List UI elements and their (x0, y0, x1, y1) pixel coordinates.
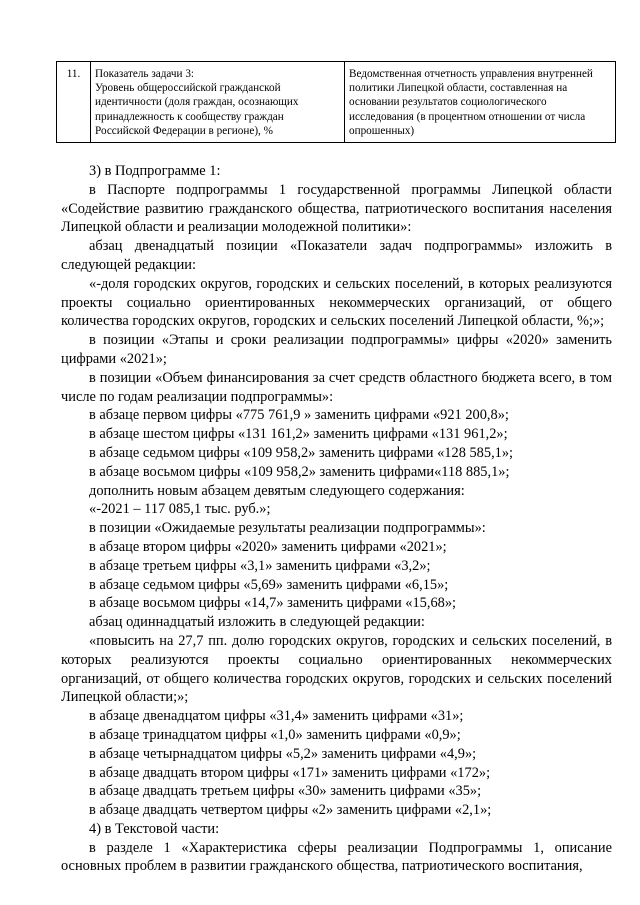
paragraph: 3) в Подпрограмме 1: (89, 163, 221, 179)
indicator-name: Показатель задачи 3: Уровень общероссийской гражданской идентичности (доля граждан, осознающих принадлежность к сообществу граждан Российской Федерации в регионе), % (95, 68, 299, 137)
paragraph: в абзаце шестом цифры «131 161,2» заменить цифрами «131 961,2»; (89, 426, 508, 443)
data-source: Ведомственная отчетность управления внутренней политики Липецкой области, составленная на основании результатов социологического исследования (в процентном отношении от числа опрошенных) (349, 68, 593, 137)
paragraph: в абзаце двадцать четвертом цифры «2» заменить цифрами «2,1»; (89, 802, 492, 819)
paragraph: в абзаце восьмом цифры «109 958,2» заменить цифрами«118 885,1»; (89, 463, 510, 480)
indicator-table (56, 61, 616, 143)
paragraph: «-доля городских округов, городских и сельских поселений, в которых реализуются проекты социально ориентированных некоммерческих организаций, от общего количества городских округов, городских и сельских поселений Липецкой области, %;»; (61, 275, 612, 330)
table-row (57, 62, 616, 143)
paragraph: «-2021 – 117 085,1 тыс. руб.»; (89, 501, 271, 518)
data-source-cell (345, 62, 616, 143)
paragraph: «повысить на 27,7 пп. долю городских округов, городских и сельских поселений, в которых реализуются проекты социально ориентированных некоммерческих организаций, от общего количества городских округов, городских и сельских поселений Липецкой области;»; (61, 632, 612, 706)
paragraph: в абзаце двенадцатом цифры «31,4» заменить цифрами «31»; (89, 708, 464, 725)
paragraph: абзац одиннадцатый изложить в следующей редакции: (89, 614, 425, 631)
paragraph: в абзаце тринадцатом цифры «1,0» заменить цифрами «0,9»; (89, 726, 461, 743)
paragraph: в абзаце третьем цифры «3,1» заменить цифрами «3,2»; (89, 557, 431, 574)
paragraph: в позиции «Объем финансирования за счет средств областного бюджета всего, в том числе по годам реализации подпрограммы»: (61, 369, 612, 405)
row-number: 11. (57, 62, 91, 143)
paragraph: дополнить новым абзацем девятым следующего содержания: (89, 482, 465, 499)
paragraph: в абзаце двадцать втором цифры «171» заменить цифрами «172»; (89, 764, 491, 781)
paragraph: в абзаце седьмом цифры «5,69» заменить цифрами «6,15»; (89, 576, 449, 593)
paragraph: 4) в Текстовой части: (89, 820, 220, 837)
paragraph: в позиции «Этапы и сроки реализации подпрограммы» цифры «2020» заменить цифрами «2021»; (61, 332, 612, 367)
paragraph: в абзаце восьмом цифры «14,7» заменить цифрами «15,68»; (89, 595, 457, 612)
paragraph: в абзаце втором цифры «2020» заменить цифрами «2021»; (89, 538, 447, 555)
indicator-name-cell (91, 62, 345, 143)
paragraph: в Паспорте подпрограммы 1 государственной программы Липецкой области «Содействие развитию гражданского общества, патриотического воспитания населения Липецкой области и реализации молодежной политики»: (61, 181, 612, 236)
paragraph: в разделе 1 «Характеристика сферы реализации Подпрограммы 1, описание основных проблем в развитии гражданского общества, патриотического воспитания, (61, 839, 612, 875)
paragraph: в абзаце первом цифры «775 761,9 » заменить цифрами «921 200,8»; (89, 407, 509, 424)
paragraph: в позиции «Ожидаемые результаты реализации подпрограммы»: (89, 520, 486, 537)
paragraph: в абзаце седьмом цифры «109 958,2» заменить цифрами «128 585,1»; (89, 444, 514, 461)
paragraph: абзац двенадцатый позиции «Показатели задач подпрограммы» изложить в следующей редакции: (61, 238, 612, 273)
paragraph: в абзаце двадцать третьем цифры «30» заменить цифрами «35»; (89, 783, 482, 800)
amendment-text (61, 162, 612, 876)
paragraph: в абзаце четырнадцатом цифры «5,2» заменить цифрами «4,9»; (89, 745, 477, 762)
